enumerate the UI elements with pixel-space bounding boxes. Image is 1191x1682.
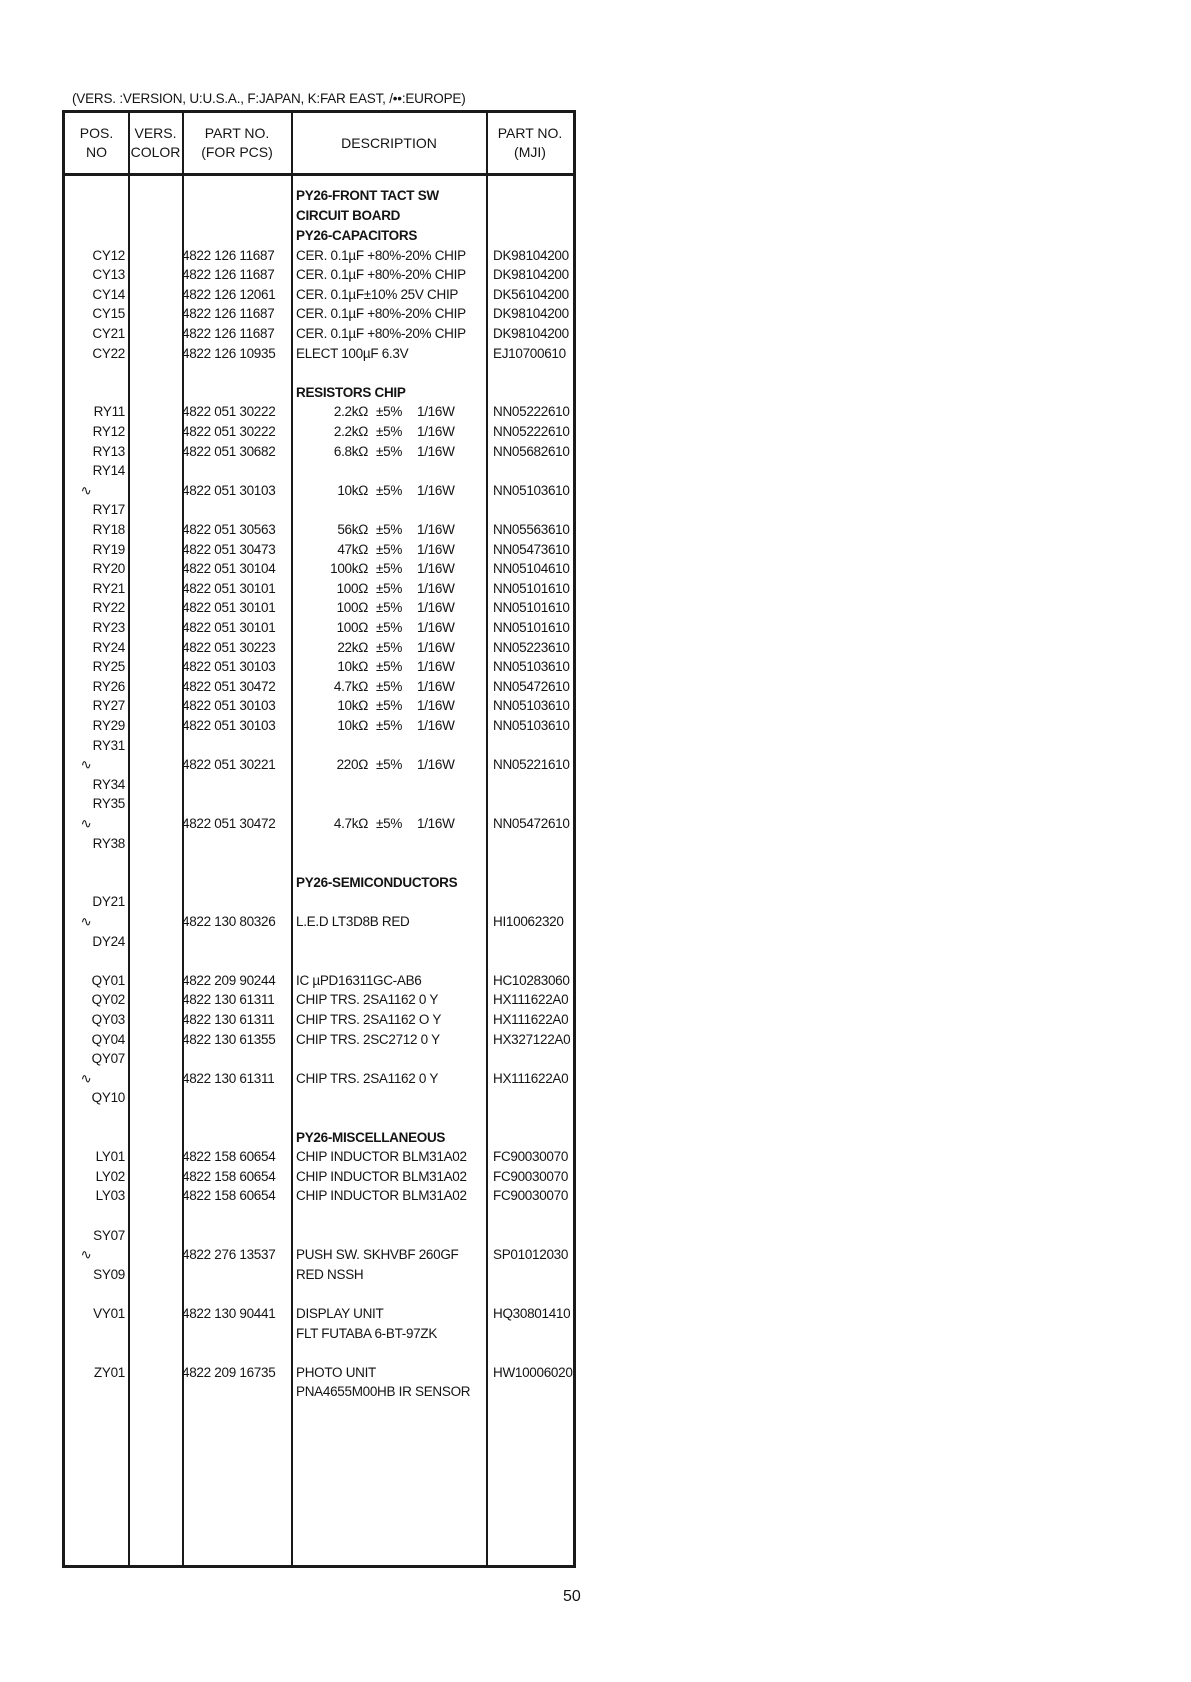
pos-no: RY18 xyxy=(92,522,125,537)
pos-no: RY12 xyxy=(92,424,125,439)
pos-no: RY38 xyxy=(92,835,125,851)
part-no: 4822 158 60654 xyxy=(182,1149,276,1165)
tolerance: ±5% xyxy=(376,659,403,675)
table-row xyxy=(65,1363,573,1383)
mji-part-no: NN05101610 xyxy=(493,580,570,596)
table-row xyxy=(65,1186,573,1206)
resistance-value: 47kΩ xyxy=(337,541,368,557)
tolerance: ±5% xyxy=(376,404,403,420)
table-row xyxy=(65,1324,573,1344)
wattage: 1/16W xyxy=(417,620,455,635)
part-no: 4822 051 30563 xyxy=(182,522,276,537)
wattage: 1/16W xyxy=(417,482,455,498)
pos-no: RY17 xyxy=(92,502,125,518)
mji-part-no: SP01012030 xyxy=(493,1247,569,1263)
header-text: COLOR xyxy=(130,144,181,160)
table-row xyxy=(65,618,573,638)
mji-part-no: NN05472610 xyxy=(493,816,570,831)
part-no: 4822 126 11687 xyxy=(182,326,275,341)
description: PUSH SW. SKHVBF 260GF xyxy=(296,1247,459,1263)
mji-part-no: NN05563610 xyxy=(493,522,570,537)
pos-no: RY21 xyxy=(92,580,125,596)
header-description xyxy=(292,113,486,173)
part-no: 4822 051 30101 xyxy=(182,580,276,596)
section-heading: CIRCUIT BOARD xyxy=(296,208,401,223)
header-part-no xyxy=(183,113,291,173)
description: CER. 0.1µF +80%-20% CHIP xyxy=(296,306,466,322)
pos-no: CY22 xyxy=(92,345,125,361)
wattage: 1/16W xyxy=(417,561,455,577)
range-end-row xyxy=(65,932,573,952)
tolerance: ±5% xyxy=(376,600,403,616)
tolerance: ±5% xyxy=(376,424,403,439)
description: CHIP TRS. 2SA1162 O Y xyxy=(296,1012,442,1027)
range-tilde: ∿ xyxy=(80,816,92,831)
table-row xyxy=(65,1167,573,1187)
pos-no: QY10 xyxy=(91,1090,125,1106)
header-text: DESCRIPTION xyxy=(341,134,437,151)
resistance-value: 100kΩ xyxy=(330,561,368,577)
table-row xyxy=(65,402,573,422)
mji-part-no: NN05103610 xyxy=(493,698,570,714)
table-row xyxy=(65,344,573,364)
header-text: (MJI) xyxy=(514,144,546,160)
range-start-row xyxy=(65,1226,573,1246)
mji-part-no: DK56104200 xyxy=(493,286,569,302)
table-row xyxy=(65,442,573,462)
part-no: 4822 051 30103 xyxy=(182,659,276,675)
table-row xyxy=(65,1382,573,1402)
mji-part-no: DK98104200 xyxy=(493,267,569,283)
pos-no: RY29 xyxy=(92,718,125,733)
pos-no: RY35 xyxy=(92,796,125,812)
pos-no: RY27 xyxy=(92,698,125,714)
description: IC µPD16311GC-AB6 xyxy=(296,972,422,988)
description-line-2: RED NSSH xyxy=(296,1266,364,1282)
wattage: 1/16W xyxy=(417,580,455,596)
mji-part-no: HX111622A0 xyxy=(493,992,569,1008)
range-end-row xyxy=(65,1088,573,1108)
section-heading-row xyxy=(65,873,573,893)
tolerance: ±5% xyxy=(376,639,403,655)
table-row xyxy=(65,1245,573,1265)
part-no: 4822 051 30104 xyxy=(182,561,276,577)
table-row xyxy=(65,1030,573,1050)
mji-part-no: DK98104200 xyxy=(493,306,569,322)
table-row xyxy=(65,481,573,501)
tolerance: ±5% xyxy=(376,443,403,459)
pos-no: VY01 xyxy=(93,1306,125,1321)
section-heading-row xyxy=(65,226,573,246)
page-number: 50 xyxy=(563,1588,581,1605)
part-no: 4822 209 16735 xyxy=(182,1364,276,1380)
table-row xyxy=(65,265,573,285)
header-text: PART NO. xyxy=(204,125,270,141)
wattage: 1/16W xyxy=(417,424,455,439)
part-no: 4822 051 30103 xyxy=(182,718,276,733)
description: CHIP TRS. 2SA1162 0 Y xyxy=(296,992,439,1008)
table-row xyxy=(65,716,573,736)
pos-no: RY20 xyxy=(92,561,125,577)
part-no: 4822 130 61311 xyxy=(182,992,275,1008)
wattage: 1/16W xyxy=(417,718,455,733)
mji-part-no: NN05472610 xyxy=(493,678,570,694)
table-row xyxy=(65,422,573,442)
wattage: 1/16W xyxy=(417,522,455,537)
header-text: POS. xyxy=(79,125,114,141)
section-heading-row xyxy=(65,1128,573,1148)
range-start-row xyxy=(65,794,573,814)
mji-part-no: EJ10700610 xyxy=(493,345,566,361)
table-row xyxy=(65,657,573,677)
section-heading: PY26-MISCELLANEOUS xyxy=(296,1129,446,1145)
pos-no: RY14 xyxy=(92,463,125,479)
resistance-value: 220Ω xyxy=(336,757,368,773)
pos-no: RY23 xyxy=(92,620,125,635)
table-row xyxy=(65,540,573,560)
wattage: 1/16W xyxy=(417,443,455,459)
range-tilde: ∿ xyxy=(80,482,92,498)
pos-no: RY34 xyxy=(92,776,125,792)
resistance-value: 10kΩ xyxy=(337,718,368,733)
mji-part-no: NN05103610 xyxy=(493,659,570,675)
part-no: 4822 051 30473 xyxy=(182,541,276,557)
wattage: 1/16W xyxy=(417,698,455,714)
range-end-row xyxy=(65,500,573,520)
section-heading: PY26-SEMICONDUCTORS xyxy=(296,874,458,890)
tolerance: ±5% xyxy=(376,718,403,733)
mji-part-no: NN05221610 xyxy=(493,757,570,773)
mji-part-no: HI10062320 xyxy=(493,914,564,929)
resistance-value: 2.2kΩ xyxy=(333,404,368,420)
pos-no: RY11 xyxy=(93,404,125,420)
wattage: 1/16W xyxy=(417,404,455,420)
tolerance: ±5% xyxy=(376,580,403,596)
wattage: 1/16W xyxy=(417,541,455,557)
pos-no: DY24 xyxy=(92,933,125,949)
part-no: 4822 158 60654 xyxy=(182,1188,276,1204)
resistance-value: 4.7kΩ xyxy=(333,678,368,694)
range-start-row xyxy=(65,892,573,912)
header-vers xyxy=(129,113,182,173)
table-row xyxy=(65,755,573,775)
table-row xyxy=(65,246,573,266)
mji-part-no: FC90030070 xyxy=(493,1168,569,1184)
mji-part-no: NN05223610 xyxy=(493,639,570,655)
part-no: 4822 051 30103 xyxy=(182,698,276,714)
mji-part-no: HC10283060 xyxy=(493,972,570,988)
part-no: 4822 126 11687 xyxy=(182,247,275,263)
mji-part-no: FC90030070 xyxy=(493,1188,569,1204)
pos-no: SY07 xyxy=(93,1227,125,1243)
description: CER. 0.1µF +80%-20% CHIP xyxy=(296,247,466,263)
wattage: 1/16W xyxy=(417,659,455,675)
pos-no: QY03 xyxy=(91,1012,125,1027)
pos-no: CY21 xyxy=(92,326,125,341)
pos-no: RY13 xyxy=(92,443,125,459)
table-row xyxy=(65,598,573,618)
description-line-2: PNA4655M00HB IR SENSOR xyxy=(296,1384,471,1400)
mji-part-no: HX327122A0 xyxy=(493,1031,571,1047)
pos-no: CY13 xyxy=(92,267,125,283)
description: CHIP TRS. 2SC2712 0 Y xyxy=(296,1031,440,1047)
mji-part-no: HW10006020 xyxy=(493,1364,573,1380)
pos-no: CY15 xyxy=(92,306,125,322)
tolerance: ±5% xyxy=(376,541,403,557)
pos-no: QY02 xyxy=(91,992,125,1008)
description-line-2: FLT FUTABA 6-BT-97ZK xyxy=(296,1325,438,1341)
table-row xyxy=(65,814,573,834)
pos-no: RY19 xyxy=(92,541,125,557)
part-no: 4822 051 30103 xyxy=(182,482,276,498)
pos-no: RY26 xyxy=(92,678,125,694)
description: CHIP TRS. 2SA1162 0 Y xyxy=(296,1070,439,1086)
resistance-value: 100Ω xyxy=(336,620,368,635)
part-no: 4822 051 30222 xyxy=(182,404,276,420)
section-heading: PY26-CAPACITORS xyxy=(296,228,418,243)
pos-no: QY01 xyxy=(91,972,125,988)
parts-table xyxy=(62,110,576,1568)
description: CER. 0.1µF +80%-20% CHIP xyxy=(296,326,466,341)
header-mji xyxy=(487,113,573,173)
part-no: 4822 130 90441 xyxy=(182,1306,276,1321)
tolerance: ±5% xyxy=(376,561,403,577)
header-text: PART NO. xyxy=(497,125,563,141)
resistance-value: 10kΩ xyxy=(337,482,368,498)
part-no: 4822 126 12061 xyxy=(182,286,276,302)
pos-no: QY04 xyxy=(91,1031,125,1047)
tolerance: ±5% xyxy=(376,698,403,714)
part-no: 4822 126 11687 xyxy=(182,306,275,322)
header-text: (FOR PCS) xyxy=(201,144,273,160)
part-no: 4822 209 90244 xyxy=(182,972,276,988)
mji-part-no: DK98104200 xyxy=(493,326,569,341)
resistance-value: 2.2kΩ xyxy=(333,424,368,439)
table-row xyxy=(65,1304,573,1324)
range-start-row xyxy=(65,1049,573,1069)
description: CER. 0.1µF±10% 25V CHIP xyxy=(296,286,459,302)
pos-no: RY25 xyxy=(92,659,125,675)
mji-part-no: NN05473610 xyxy=(493,541,570,557)
mji-part-no: NN05101610 xyxy=(493,600,570,616)
table-row xyxy=(65,1147,573,1167)
wattage: 1/16W xyxy=(417,639,455,655)
table-row xyxy=(65,520,573,540)
header-text: VERS. xyxy=(134,125,177,141)
range-end-row xyxy=(65,834,573,854)
part-no: 4822 130 61311 xyxy=(182,1012,275,1027)
table-row xyxy=(65,559,573,579)
resistance-value: 10kΩ xyxy=(337,659,368,675)
resistance-value: 100Ω xyxy=(336,580,368,596)
part-no: 4822 051 30221 xyxy=(182,757,276,773)
mji-part-no: NN05222610 xyxy=(493,404,570,420)
resistance-value: 4.7kΩ xyxy=(333,816,368,831)
table-row xyxy=(65,1010,573,1030)
mji-part-no: HQ30801410 xyxy=(493,1306,571,1321)
description: CHIP INDUCTOR BLM31A02 xyxy=(296,1168,467,1184)
part-no: 4822 051 30682 xyxy=(182,443,276,459)
part-no: 4822 130 80326 xyxy=(182,914,276,929)
mji-part-no: NN05103610 xyxy=(493,718,570,733)
part-no: 4822 130 61355 xyxy=(182,1031,276,1047)
part-no: 4822 051 30222 xyxy=(182,424,276,439)
table-row xyxy=(65,677,573,697)
table-row xyxy=(65,324,573,344)
mji-part-no: NN05222610 xyxy=(493,424,570,439)
tolerance: ±5% xyxy=(376,522,403,537)
pos-no: LY01 xyxy=(95,1149,125,1165)
part-no: 4822 051 30472 xyxy=(182,678,276,694)
pos-no: SY09 xyxy=(93,1266,125,1282)
part-no: 4822 051 30101 xyxy=(182,620,276,635)
tolerance: ±5% xyxy=(376,816,403,831)
section-heading: RESISTORS CHIP xyxy=(296,384,406,400)
mji-part-no: HX111622A0 xyxy=(493,1070,569,1086)
range-tilde: ∿ xyxy=(80,757,92,773)
tolerance: ±5% xyxy=(376,757,403,773)
part-no: 4822 126 11687 xyxy=(182,267,275,283)
header-pos xyxy=(65,113,128,173)
part-no: 4822 126 10935 xyxy=(182,345,276,361)
mji-part-no: DK98104200 xyxy=(493,247,569,263)
part-no: 4822 158 60654 xyxy=(182,1168,276,1184)
tolerance: ±5% xyxy=(376,482,403,498)
pos-no: LY02 xyxy=(95,1168,125,1184)
description: ELECT 100µF 6.3V xyxy=(296,345,409,361)
version-legend: (VERS. :VERSION, U:U.S.A., F:JAPAN, K:FAR EAST, /••:EUROPE) xyxy=(72,91,466,106)
section-heading-row xyxy=(65,383,573,403)
wattage: 1/16W xyxy=(417,600,455,616)
mji-part-no: NN05682610 xyxy=(493,443,570,459)
range-start-row xyxy=(65,461,573,481)
section-heading-row xyxy=(65,186,573,206)
part-no: 4822 051 30101 xyxy=(182,600,276,616)
description: DISPLAY UNIT xyxy=(296,1306,384,1321)
table-row xyxy=(65,304,573,324)
pos-no: CY14 xyxy=(92,286,125,302)
range-tilde: ∿ xyxy=(80,914,92,929)
table-row xyxy=(65,696,573,716)
mji-part-no: FC90030070 xyxy=(493,1149,569,1165)
table-row xyxy=(65,638,573,658)
header-text: NO xyxy=(86,144,107,160)
header-divider xyxy=(65,173,573,176)
pos-no: RY22 xyxy=(92,600,125,616)
pos-no: ZY01 xyxy=(93,1364,125,1380)
table-row xyxy=(65,579,573,599)
part-no: 4822 051 30223 xyxy=(182,639,276,655)
description: CHIP INDUCTOR BLM31A02 xyxy=(296,1188,467,1204)
table-row xyxy=(65,285,573,305)
table-row xyxy=(65,1069,573,1089)
pos-no: DY21 xyxy=(92,894,125,910)
section-heading-row xyxy=(65,206,573,226)
part-no: 4822 051 30472 xyxy=(182,816,276,831)
wattage: 1/16W xyxy=(417,816,455,831)
pos-no: RY24 xyxy=(92,639,125,655)
tolerance: ±5% xyxy=(376,620,403,635)
pos-no: QY07 xyxy=(91,1051,125,1067)
tolerance: ±5% xyxy=(376,678,403,694)
mji-part-no: NN05101610 xyxy=(493,620,570,635)
mji-part-no: NN05103610 xyxy=(493,482,570,498)
section-heading: PY26-FRONT TACT SW xyxy=(296,188,439,203)
description: L.E.D LT3D8B RED xyxy=(296,914,410,929)
table-row xyxy=(65,912,573,932)
range-end-row xyxy=(65,1265,573,1285)
range-tilde: ∿ xyxy=(80,1247,92,1263)
mji-part-no: NN05104610 xyxy=(493,561,570,577)
wattage: 1/16W xyxy=(417,757,455,773)
mji-part-no: HX111622A0 xyxy=(493,1012,569,1027)
pos-no: LY03 xyxy=(95,1188,125,1204)
resistance-value: 56kΩ xyxy=(337,522,368,537)
range-end-row xyxy=(65,775,573,795)
resistance-value: 100Ω xyxy=(336,600,368,616)
range-start-row xyxy=(65,736,573,756)
part-no: 4822 276 13537 xyxy=(182,1247,276,1263)
description: CER. 0.1µF +80%-20% CHIP xyxy=(296,267,466,283)
resistance-value: 6.8kΩ xyxy=(333,443,368,459)
part-no: 4822 130 61311 xyxy=(182,1070,275,1086)
pos-no: RY31 xyxy=(92,737,125,753)
description: CHIP INDUCTOR BLM31A02 xyxy=(296,1149,467,1165)
resistance-value: 10kΩ xyxy=(337,698,368,714)
range-tilde: ∿ xyxy=(80,1070,92,1086)
resistance-value: 22kΩ xyxy=(337,639,368,655)
table-row xyxy=(65,990,573,1010)
wattage: 1/16W xyxy=(417,678,455,694)
pos-no: CY12 xyxy=(92,247,125,263)
table-row xyxy=(65,971,573,991)
description: PHOTO UNIT xyxy=(296,1364,377,1380)
